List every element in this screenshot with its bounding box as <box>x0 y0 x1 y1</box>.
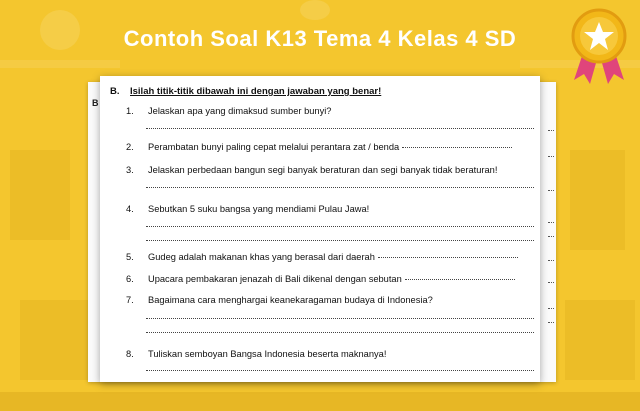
answer-line <box>146 240 534 241</box>
question-3: 3. Jelaskan perbedaan bangun segi banyak beraturan dan segi banyak tidak beraturan! <box>126 165 498 175</box>
answer-line <box>405 279 515 280</box>
answer-line <box>402 147 512 148</box>
section-instruction: Isilah titik-titik dibawah ini dengan jawaban yang benar! <box>130 86 382 97</box>
question-6: 6. Upacara pembakaran jenazah di Bali dikenal dengan sebutan <box>126 274 515 284</box>
answer-line <box>146 318 534 319</box>
question-7: 7. Bagaimana cara menghargai keanekaragaman budaya di Indonesia? <box>126 295 433 305</box>
question-1: 1. Jelaskan apa yang dimaksud sumber bunyi? <box>126 106 332 116</box>
question-5: 5. Gudeg adalah makanan khas yang berasal dari daerah <box>126 252 518 262</box>
answer-line <box>146 332 534 333</box>
question-4: 4. Sebutkan 5 suku bangsa yang mendiami Pulau Jawa! <box>126 204 370 214</box>
answer-line <box>146 370 534 371</box>
answer-line <box>146 226 534 227</box>
section-header <box>110 86 381 97</box>
worksheet <box>100 76 540 382</box>
back-sheet-label: B <box>92 98 99 108</box>
page-title: Contoh Soal K13 Tema 4 Kelas 4 SD <box>123 26 517 51</box>
question-8: 8. Tuliskan semboyan Bangsa Indonesia beserta maknanya! <box>126 349 387 359</box>
answer-line <box>146 128 534 129</box>
answer-line <box>378 257 518 258</box>
answer-line <box>146 187 534 188</box>
section-label: B. <box>110 86 120 97</box>
star-medal-icon <box>566 6 632 86</box>
question-2: 2. Perambatan bunyi paling cepat melalui perantara zat / benda <box>126 142 512 152</box>
